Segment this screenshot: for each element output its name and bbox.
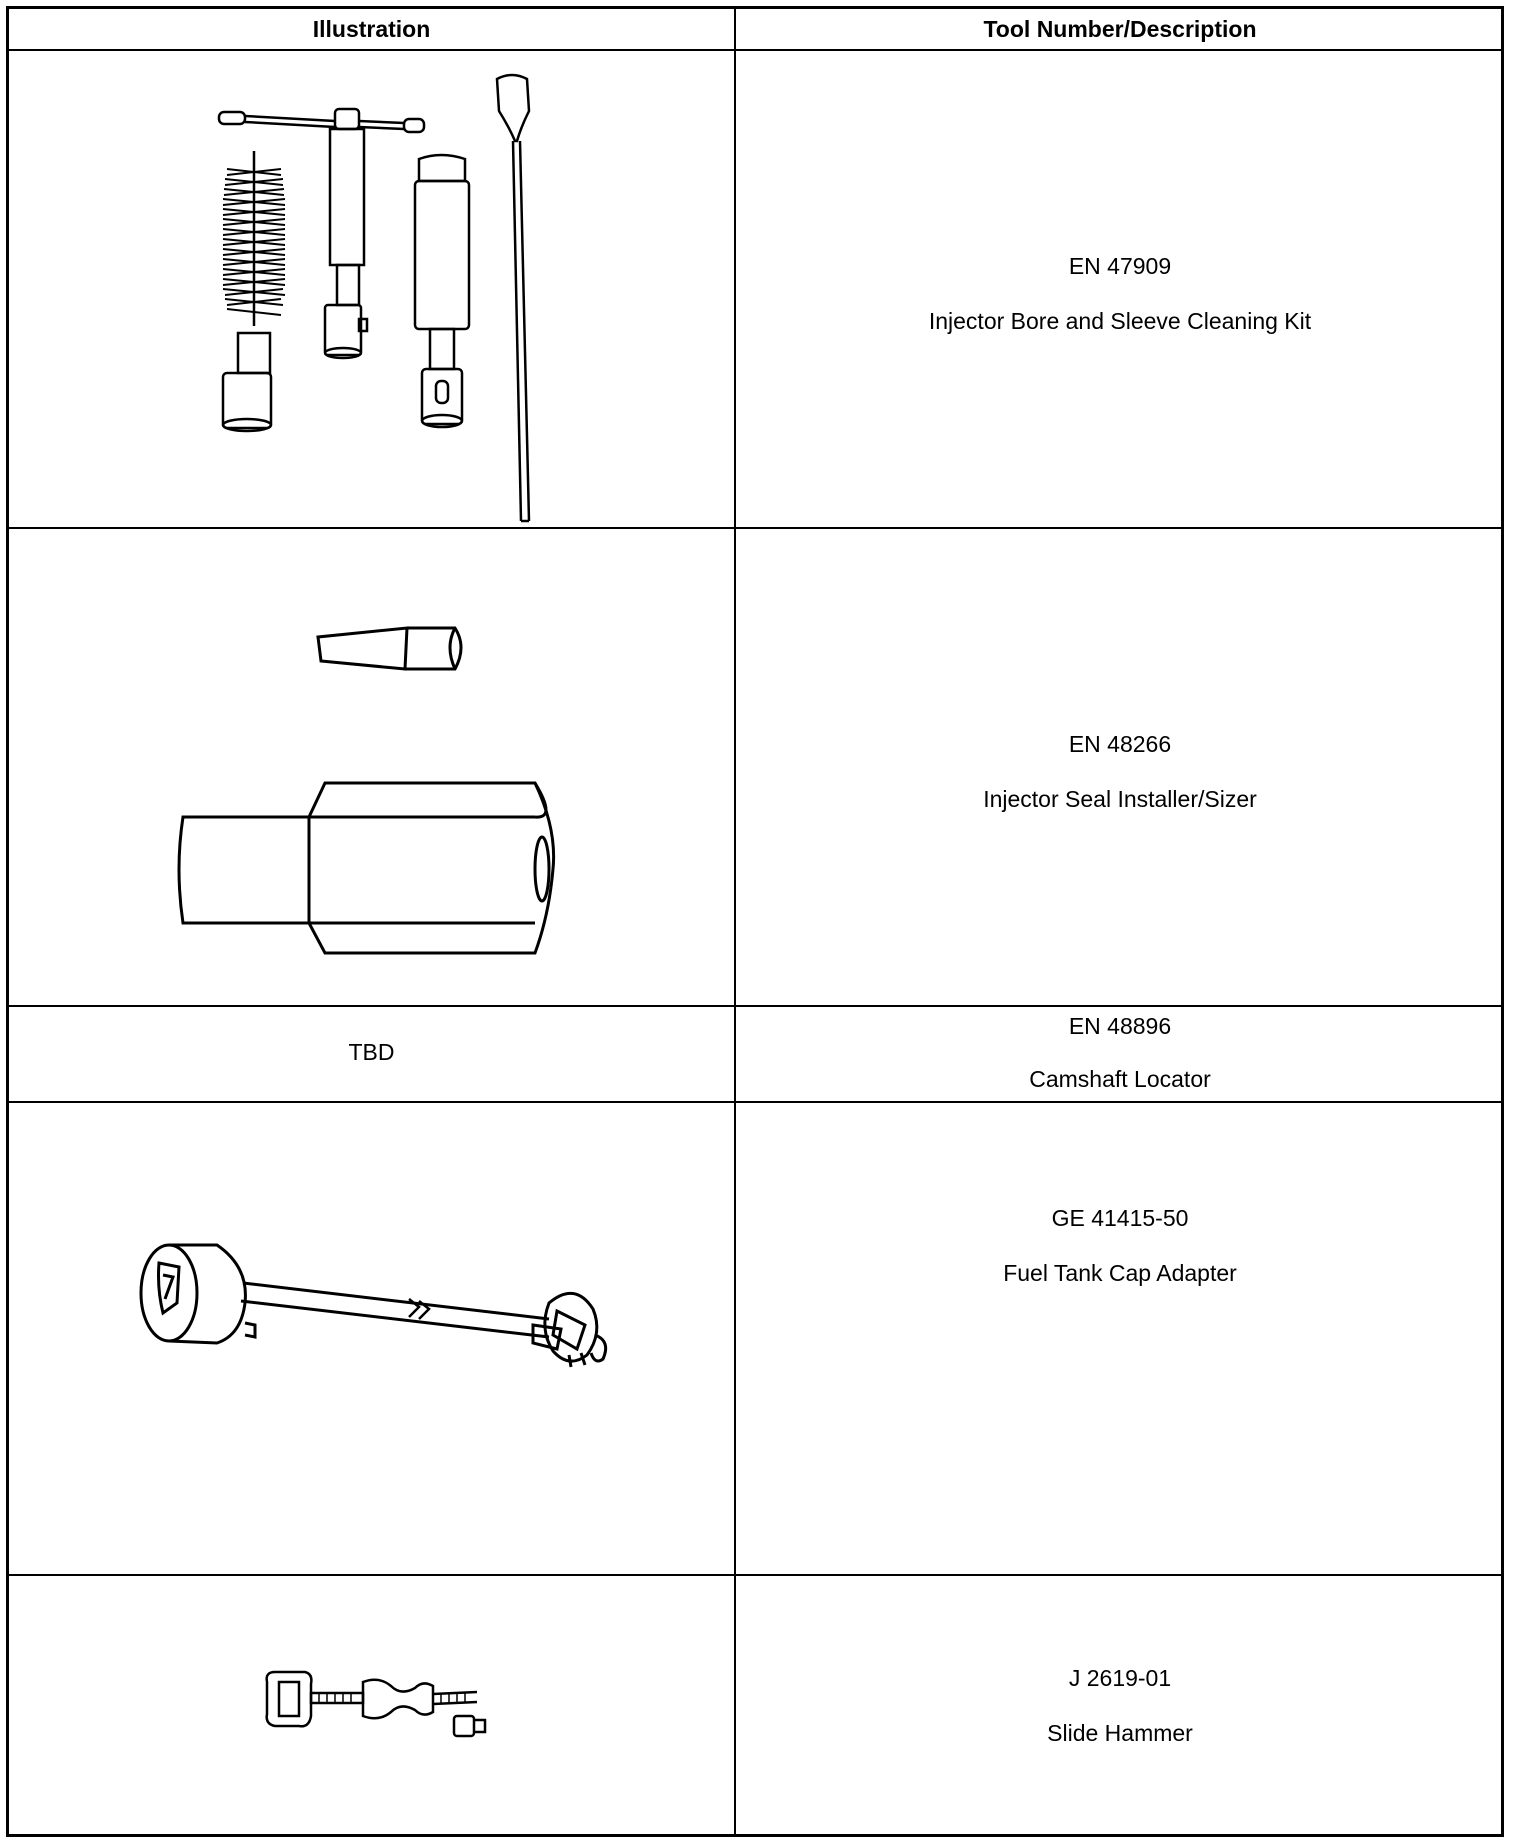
tool-number: EN 48896: [1068, 1013, 1172, 1039]
injector-seal-installer-icon: [9, 529, 734, 1005]
table-row-description: [736, 1205, 1504, 1287]
table-row-illustration: [9, 1576, 734, 1834]
header-tool-description: Tool Number/Description: [983, 16, 1257, 42]
tool-description: Injector Bore and Sleeve Cleaning Kit: [928, 308, 1312, 334]
tool-description: Slide Hammer: [1047, 1720, 1193, 1746]
table-row-illustration: [9, 51, 734, 527]
tool-number: EN 47909: [1068, 253, 1172, 279]
fuel-tank-cap-adapter-icon: [9, 1103, 734, 1574]
injector-bore-cleaning-kit-icon: [9, 51, 734, 527]
tool-description: Fuel Tank Cap Adapter: [1003, 1260, 1237, 1286]
tool-number: J 2619-01: [1068, 1665, 1172, 1691]
table-row-description: [736, 1013, 1504, 1093]
slide-hammer-icon: [9, 1576, 734, 1834]
table-row-illustration: [9, 529, 734, 1005]
tool-description: Injector Seal Installer/Sizer: [983, 786, 1257, 812]
special-tools-table: [6, 6, 1504, 1837]
tool-number: EN 48266: [1068, 731, 1172, 757]
illustration-placeholder: TBD: [348, 1039, 395, 1065]
table-row-description: [736, 731, 1504, 813]
tool-description: Camshaft Locator: [1029, 1066, 1211, 1092]
tool-number: GE 41415-50: [1051, 1205, 1189, 1231]
table-row-description: [736, 253, 1504, 335]
header-illustration: Illustration: [312, 16, 431, 42]
table-row-description: [736, 1665, 1504, 1747]
table-row-illustration: [9, 1103, 734, 1574]
row-divider: [9, 1005, 1501, 1007]
